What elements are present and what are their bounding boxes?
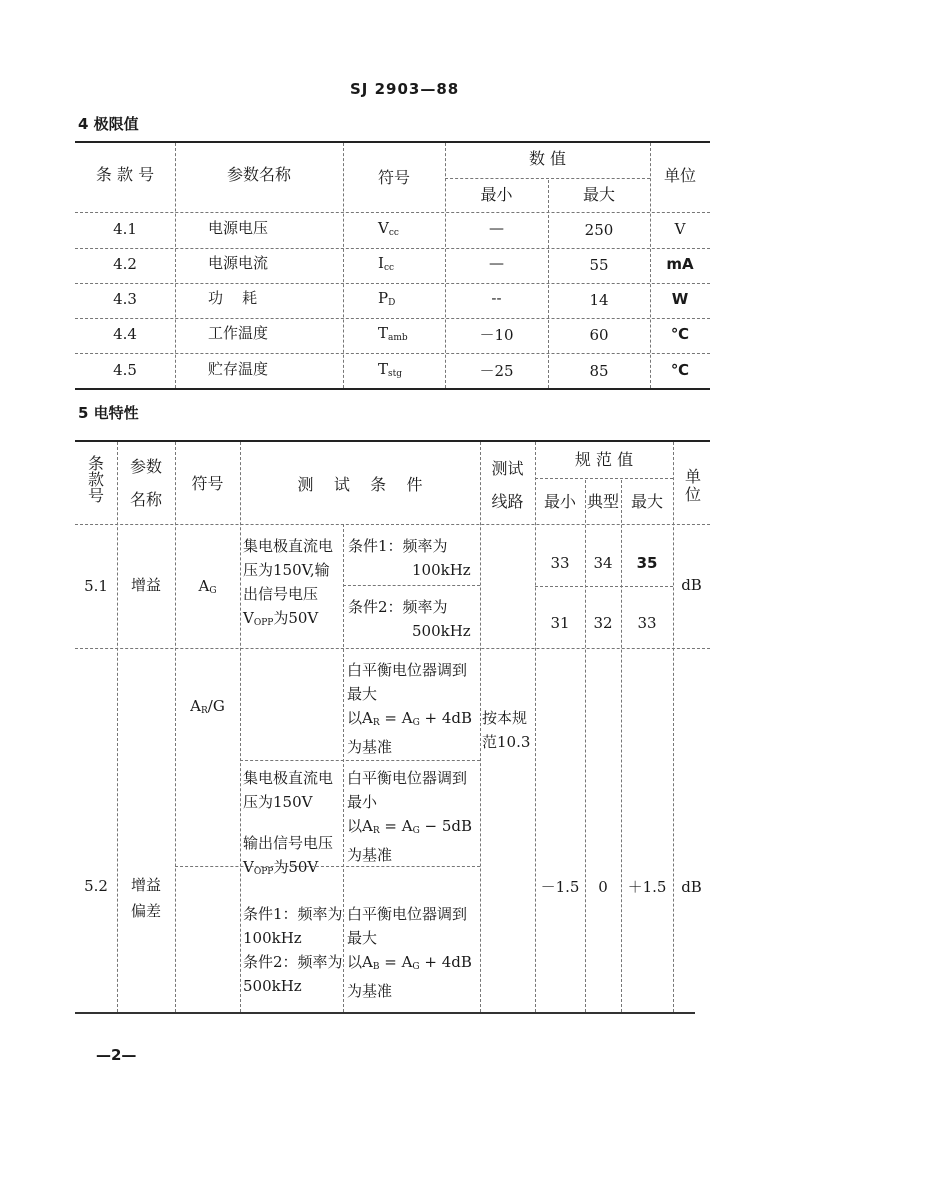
param-name: 电源电压 [208, 219, 269, 237]
param-name: 工作温度 [208, 324, 269, 342]
max-value: 14 [589, 291, 609, 309]
unit: dB [681, 576, 702, 594]
min-value: －25 [479, 362, 514, 380]
max-value: 250 [584, 221, 614, 239]
condition-output-voltage: 输出信号电压 [243, 834, 334, 852]
header-clause: 条 款 号 [95, 165, 155, 184]
condition-2-label: 条件2：频率为 [348, 598, 448, 616]
condition-1-label: 条件1：频率为 [348, 537, 448, 555]
test-condition-common: 集电极直流电压为150V,输出信号电压 $V_{OPP}$为50V [243, 537, 334, 628]
param-name: 功 耗 [208, 289, 258, 307]
clause-number: 5.2 [84, 877, 108, 895]
symbol: $A_G$ [198, 577, 217, 596]
condition-white-balance-max: 白平衡电位器调到最大 以$A_R = A_G + 4dB$ 为基准 [347, 661, 473, 756]
unit: W [671, 290, 689, 308]
typ-value: 0 [598, 878, 608, 896]
header-min: 最小 [480, 185, 513, 204]
clause-number: 5.1 [84, 577, 108, 595]
max-value: 85 [589, 362, 609, 380]
document-id: SJ 2903—88 [350, 80, 460, 98]
condition-vopp: $V_{OPP}$为50V [243, 858, 319, 877]
unit: dB [681, 878, 702, 896]
condition-white-balance-min: 白平衡电位器调到最小 以$A_R = A_G - 5dB$ 为基准 [347, 769, 473, 864]
header-symbol: 符号 [191, 474, 224, 493]
clause-number: 4.4 [113, 325, 137, 343]
symbol: $T_{amb}$ [378, 324, 408, 343]
max-value: 35 [636, 554, 658, 572]
header-value: 数 值 [528, 149, 567, 168]
min-value: — [489, 219, 504, 237]
symbol: $T_{stg}$ [378, 360, 403, 379]
symbol: $P_D$ [378, 289, 396, 308]
max-value: 33 [637, 614, 657, 632]
typ-value: 34 [593, 554, 613, 572]
section-5-title: 5 电特性 [78, 404, 139, 422]
min-value: －10 [479, 326, 514, 344]
unit: mA [666, 255, 694, 273]
symbol: $I_{cc}$ [378, 254, 395, 273]
header-param-line1: 参数 [129, 457, 162, 476]
header-test-condition: 测 试 条 件 [297, 475, 423, 494]
page-number: —2— [96, 1046, 137, 1064]
header-spec-value: 规 范 值 [574, 450, 634, 469]
unit: V [674, 220, 686, 238]
symbol: $A_R/G$ [190, 697, 225, 716]
header-min: 最小 [543, 492, 576, 511]
symbol: $V_{cc}$ [378, 219, 399, 238]
header-param-name: 参数名称 [226, 165, 291, 184]
clause-number: 4.1 [113, 220, 137, 238]
header-max: 最大 [630, 492, 663, 511]
unit: ℃ [670, 361, 690, 379]
header-param-line2: 名称 [129, 490, 162, 509]
header-circuit-line1: 测试 [491, 459, 524, 478]
min-value: — [489, 254, 504, 272]
header-typ: 典型 [586, 492, 619, 511]
header-clause: 条款号 [87, 454, 104, 505]
condition-collector-voltage: 集电极直流电压为150V [243, 769, 334, 811]
min-value: －1.5 [540, 878, 580, 896]
min-value: 31 [550, 614, 570, 632]
condition-2-frequency: 500kHz [412, 622, 471, 640]
typ-value: 32 [593, 614, 613, 632]
min-value: 33 [550, 554, 570, 572]
min-value: -- [491, 289, 502, 307]
param-name: 电源电流 [208, 254, 269, 272]
max-value: 60 [589, 326, 609, 344]
header-circuit-line2: 线路 [491, 492, 524, 511]
clause-number: 4.2 [113, 255, 137, 273]
condition-white-balance-max-b: 白平衡电位器调到最大 以$A_B = A_G + 4dB$ 为基准 [347, 905, 472, 1000]
header-unit: 单位 [663, 166, 696, 185]
unit: ℃ [670, 325, 690, 343]
clause-number: 4.3 [113, 290, 137, 308]
param-name: 贮存温度 [208, 360, 269, 378]
header-unit: 单位 [684, 467, 701, 504]
section-4-title: 4 极限值 [78, 115, 139, 133]
max-value: 55 [589, 256, 609, 274]
header-symbol: 符号 [377, 168, 410, 187]
clause-number: 4.5 [113, 361, 137, 379]
condition-frequency-1: 条件1：频率为100kHz [243, 905, 343, 947]
test-circuit: 按本规范10.3 [482, 709, 531, 751]
param-name: 增益 [130, 576, 161, 594]
param-name-line2: 偏差 [130, 902, 161, 920]
condition-1-frequency: 100kHz [412, 561, 471, 579]
condition-frequency-2: 条件2：频率为500kHz [243, 953, 343, 995]
header-max: 最大 [582, 185, 615, 204]
param-name-line1: 增益 [130, 876, 161, 894]
max-value: ＋1.5 [627, 878, 667, 896]
